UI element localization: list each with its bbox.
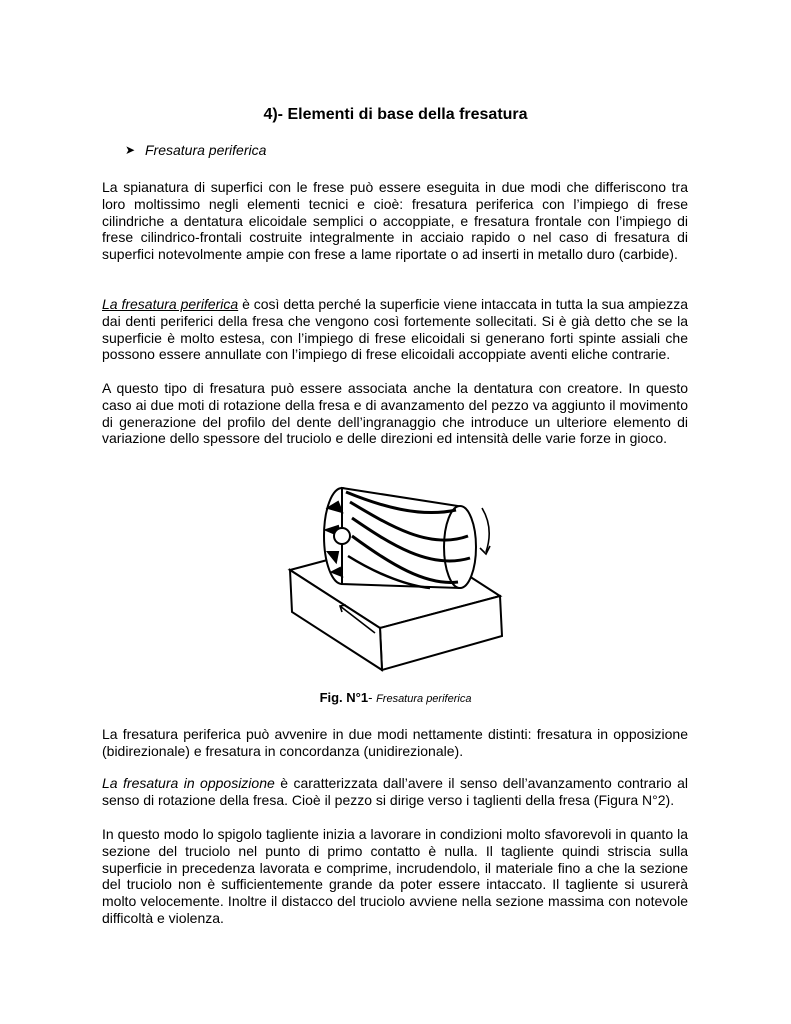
paragraph-periferica-text: è così detta perché la superficie viene intaccata in tutta la sua ampiezza dai denti periferici della fresa che vengono così fortemente sollecitati. Si è già detto che se la superficie è molto estesa, con l’impiego di frese elicoidali si generano forti spinte assiali che possono essere annullate con l’impiego di frese elicoidali accoppiate aventi eliche contrarie.: [102, 296, 688, 363]
paragraph-opposizione-text: è caratterizzata dall’avere il senso dell’avanzamento contrario al senso di rotazione della fresa. Cioè il pezzo si dirige verso i taglienti della fresa (Figura N°2).: [102, 775, 688, 808]
milling-cutter-illustration: [280, 478, 520, 678]
paragraph-spigolo: In questo modo lo spigolo tagliente inizia a lavorare in condizioni molto sfavorevoli in quanto la sezione del truciolo nel punto di primo contatto è nulla. Il tagliente quindi striscia sulla superficie in precedenza lavorata e comprime, incrudendolo, il materiale fino a che la sezione del truciolo non è sufficientemente grande da poter essere intaccato. Il tagliente si usurerà molto velocemente. Inoltre il distacco del truciolo avviene nella sezione massima con notevole difficoltà e violenza.: [102, 826, 688, 926]
bullet-item: [125, 142, 266, 158]
arrow-bullet-icon: ➤: [125, 143, 136, 157]
figure-label: Fig. N°1: [319, 690, 369, 705]
section-title: 4)- Elementi di base della fresatura: [263, 106, 528, 123]
paragraph-creatore: A questo tipo di fresatura può essere associata anche la dentatura con creatore. In questo caso ai due moti di rotazione della fresa e di avanzamento del pezzo va aggiunto il movimento di generazione del profilo del dente dell’ingranaggio che introduce un ulteriore elemento di variazione dello spessore del truciolo e delle direzioni ed intensità delle varie forze in gioco.: [102, 380, 688, 447]
figure-text: Fresatura periferica: [376, 693, 472, 705]
milling-cutter: [324, 488, 476, 588]
paragraph-modi: La fresatura periferica può avvenire in due modi nettamente distinti: fresatura in opposizione (bidirezionale) e fresatura in concordanza (unidirezionale).: [102, 726, 688, 759]
term-fresatura-periferica: La fresatura periferica: [102, 296, 239, 312]
paragraph-opposizione: [102, 775, 688, 809]
term-fresatura-opposizione: La fresatura in opposizione: [102, 775, 275, 791]
figure-separator: -: [368, 690, 377, 705]
milling-figure: [280, 478, 520, 678]
rotation-arrow: [480, 508, 490, 554]
paragraph-periferica: [102, 296, 688, 363]
bullet-label: Fresatura periferica: [145, 142, 267, 158]
paragraph-intro: La spianatura di superfici con le frese può essere eseguita in due modi che differiscono tra loro moltissimo negli elementi tecnici e cioè: fresatura periferica con l’impiego di frese cilindriche a dentatura elicoidale semplici o accoppiate, e fresatura frontale con l’impiego di frese cilindrico-frontali costruite integralmente in acciaio rapido o nel caso di fresatura di superfici notevolmente ampie con frese a lame riportate o ad inserti in metallo duro (carbide).: [102, 179, 688, 263]
figure-caption: [0, 690, 791, 705]
